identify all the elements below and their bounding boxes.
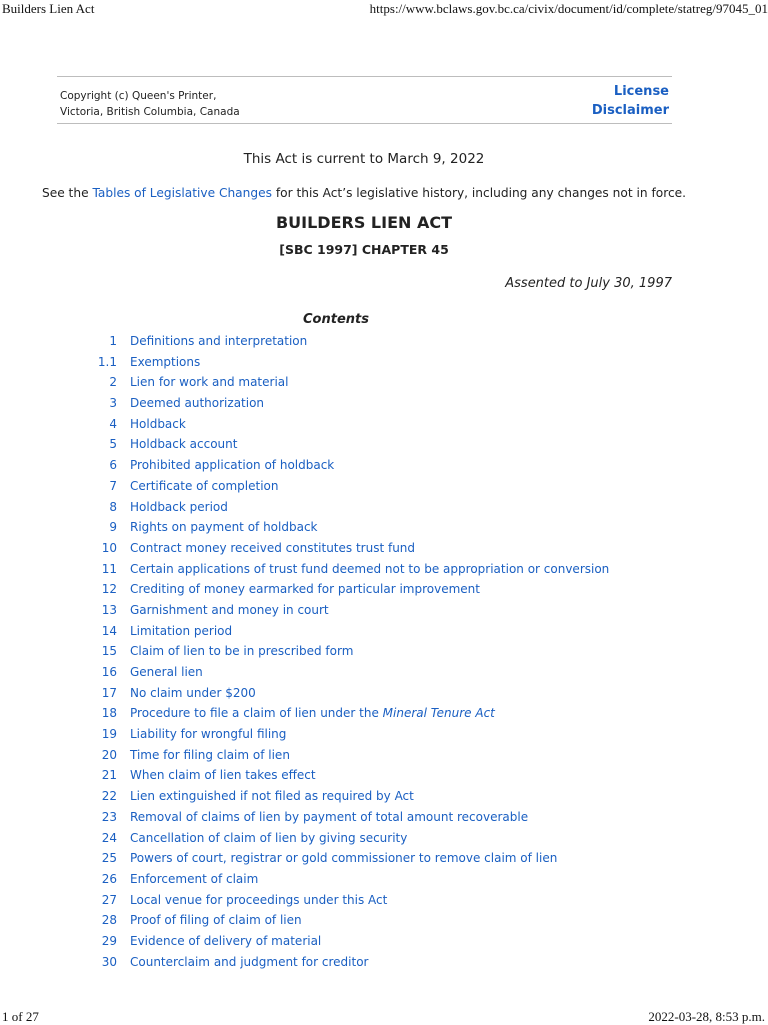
toc-item-title-text: Lien extinguished if not filed as required by Act	[130, 789, 414, 804]
toc-item-title-text: Lien for work and material	[130, 375, 289, 390]
print-header	[0, 0, 768, 20]
toc-item-number: 27	[101, 892, 117, 907]
toc-item-title	[130, 372, 288, 393]
toc-item-number: 3	[109, 396, 117, 411]
toc-item[interactable]	[0, 331, 760, 352]
toc-item[interactable]	[0, 765, 760, 786]
toc-item-title	[130, 662, 203, 683]
toc-item-title	[130, 600, 329, 621]
toc-item-number: 8	[109, 499, 117, 514]
toc-item-number: 6	[109, 458, 117, 473]
toc-item-title-text: Garnishment and money in court	[130, 602, 329, 617]
assent-date: Assented to July 30, 1997	[505, 276, 672, 291]
toc-item-number: 26	[101, 871, 117, 886]
toc-item[interactable]	[0, 559, 760, 580]
toc-item-title	[130, 579, 480, 600]
toc-item-title	[130, 910, 302, 931]
toc-item[interactable]	[0, 683, 760, 704]
toc-item-number: 16	[101, 665, 117, 679]
toc-item-number: 14	[101, 623, 117, 638]
toc-item[interactable]	[0, 662, 760, 683]
toc-item-title	[130, 683, 256, 704]
toc-item-title-text: Procedure to file a claim of lien under the	[130, 706, 383, 721]
toc-item-title	[130, 724, 286, 745]
toc-item[interactable]	[0, 393, 760, 414]
copyright-bar	[57, 76, 672, 124]
toc-item[interactable]	[0, 476, 760, 497]
toc-item-number: 23	[101, 809, 117, 824]
toc-item[interactable]	[0, 641, 760, 662]
toc-item-title-text: Powers of court, registrar or gold commissioner to remove claim of lien	[130, 851, 558, 866]
toc-item[interactable]	[0, 455, 760, 476]
copyright-line-2: Victoria, British Columbia, Canada	[60, 106, 240, 118]
toc-item-title-text: Certificate of completion	[130, 478, 279, 493]
toc-item-title	[130, 352, 200, 373]
toc-item-title	[130, 869, 258, 890]
toc-item-title-text: When claim of lien takes effect	[130, 768, 316, 783]
print-timestamp: 2022-03-28, 8:53 p.m.	[648, 1009, 765, 1024]
toc-item-title	[130, 765, 316, 786]
toc-item-title	[130, 931, 321, 952]
copyright-notice	[60, 88, 240, 120]
toc-item[interactable]	[0, 538, 760, 559]
toc-item-title	[130, 331, 307, 352]
copyright-line-1: Copyright (c) Queen's Printer,	[60, 90, 217, 102]
toc-item-number: 11	[101, 561, 117, 576]
toc-item[interactable]	[0, 434, 760, 455]
toc-item-title-text: No claim under $200	[130, 685, 256, 700]
table-of-contents	[0, 331, 760, 972]
toc-item-number: 1.1	[97, 354, 117, 369]
toc-item-title-text: Contract money received constitutes trust fund	[130, 540, 416, 555]
act-chapter: [SBC 1997] CHAPTER 45	[279, 242, 449, 257]
toc-item-title-text: Local venue for proceedings under this Act	[130, 892, 388, 907]
legislative-history-note	[0, 186, 728, 200]
toc-item-title-text: Removal of claims of lien by payment of total amount recoverable	[130, 809, 529, 824]
currency-statement: This Act is current to March 9, 2022	[243, 151, 485, 167]
toc-item-title-text: General lien	[130, 665, 203, 679]
toc-item-number: 17	[101, 685, 117, 700]
toc-item-title-italic: Mineral Tenure Act	[382, 706, 495, 721]
toc-item-title	[130, 890, 387, 911]
toc-item-number: 20	[101, 747, 117, 762]
toc-item-title	[130, 414, 186, 435]
toc-item-title-text: Definitions and interpretation	[130, 334, 308, 348]
toc-item[interactable]	[0, 600, 760, 621]
print-header-title: Builders Lien Act	[2, 1, 95, 16]
toc-item-title	[130, 641, 353, 662]
toc-item-number: 22	[101, 789, 117, 804]
toc-item-number: 28	[101, 913, 117, 928]
toc-item-title	[130, 497, 228, 518]
toc-item[interactable]	[0, 414, 760, 435]
toc-item-title-text: Certain applications of trust fund deemed not to be appropriation or conversion	[130, 561, 610, 576]
toc-item-title-text: Limitation period	[130, 623, 233, 638]
toc-item[interactable]	[0, 372, 760, 393]
toc-item-title	[130, 848, 557, 869]
print-footer	[0, 1008, 768, 1024]
act-title: BUILDERS LIEN ACT	[275, 213, 453, 232]
toc-item-title-text: Counterclaim and judgment for creditor	[130, 954, 369, 969]
toc-item-number: 15	[101, 644, 117, 659]
toc-item-number: 9	[109, 520, 117, 535]
toc-item-title-text: Claim of lien to be in prescribed form	[130, 644, 354, 659]
toc-item-title	[130, 393, 264, 414]
toc-item[interactable]	[0, 579, 760, 600]
toc-item-number: 5	[109, 437, 117, 452]
toc-item-title	[130, 807, 528, 828]
toc-item[interactable]	[0, 952, 760, 973]
toc-item[interactable]	[0, 910, 760, 931]
toc-item-title	[130, 434, 237, 455]
toc-item-title-text: Cancellation of claim of lien by giving security	[130, 830, 408, 845]
toc-item[interactable]	[0, 828, 760, 849]
toc-item[interactable]	[0, 621, 760, 642]
contents-heading: Contents	[303, 312, 369, 327]
toc-item-title-text: Deemed authorization	[130, 396, 265, 411]
page-number: 1 of 27	[2, 1009, 39, 1024]
toc-item-number: 10	[101, 540, 117, 555]
toc-item-number: 30	[101, 954, 117, 969]
toc-item-title-text: Crediting of money earmarked for particular improvement	[130, 582, 480, 597]
toc-item-number: 24	[101, 830, 117, 845]
toc-item-title	[130, 455, 334, 476]
toc-item-title-text: Enforcement of claim	[130, 871, 259, 886]
tables-of-legislative-changes-link[interactable]: Tables of Legislative Changes	[92, 186, 272, 200]
toc-item-title-text: Proof of filing of claim of lien	[130, 913, 302, 928]
print-header-url: https://www.bclaws.gov.bc.ca/civix/document/id/complete/statreg/97045_01	[369, 1, 768, 16]
disclaimer-link[interactable]: Disclaimer	[591, 103, 669, 118]
toc-item[interactable]	[0, 724, 760, 745]
toc-item-title	[130, 952, 368, 973]
toc-item-number: 13	[101, 602, 117, 617]
toc-item[interactable]	[0, 745, 760, 766]
toc-item-number: 12	[101, 582, 117, 597]
toc-item-title	[130, 559, 609, 580]
toc-item-number: 1	[109, 334, 117, 348]
toc-item-number: 18	[101, 706, 117, 721]
toc-item-title-text: Prohibited application of holdback	[130, 458, 335, 473]
toc-item-number: 29	[101, 933, 117, 948]
toc-item-title	[130, 517, 318, 538]
toc-item[interactable]	[0, 497, 760, 518]
toc-item[interactable]	[0, 807, 760, 828]
toc-item[interactable]	[0, 890, 760, 911]
toc-item-title-text: Exemptions	[130, 354, 201, 369]
toc-item-title-text: Holdback	[130, 416, 186, 431]
toc-item-title-text: Liability for wrongful filing	[130, 727, 287, 742]
history-suffix: for this Act’s legislative history, including any changes not in force.	[271, 186, 687, 200]
toc-item-title-text: Rights on payment of holdback	[130, 520, 318, 535]
toc-item-title-text: Time for filing claim of lien	[130, 747, 290, 762]
copyright-links	[592, 82, 669, 120]
license-link[interactable]: License	[613, 84, 669, 99]
toc-item-number: 19	[101, 727, 117, 742]
toc-item-number: 4	[109, 416, 117, 431]
toc-item[interactable]	[0, 352, 760, 373]
toc-item-number: 25	[101, 851, 117, 866]
toc-item-title	[130, 538, 415, 559]
toc-item-title	[130, 745, 290, 766]
history-prefix: See the	[41, 186, 93, 200]
toc-item-title	[130, 828, 407, 849]
toc-item[interactable]	[0, 786, 760, 807]
toc-item-title-text: Evidence of delivery of material	[130, 933, 322, 948]
toc-item-number: 7	[109, 478, 117, 493]
toc-item-number: 21	[101, 768, 117, 783]
toc-item[interactable]	[0, 517, 760, 538]
toc-item-title	[130, 476, 278, 497]
toc-item[interactable]	[0, 931, 760, 952]
toc-item-number: 2	[109, 375, 117, 390]
toc-item[interactable]	[0, 848, 760, 869]
toc-item-title-text: Holdback period	[130, 499, 228, 514]
toc-item-title	[130, 703, 495, 724]
toc-item-title-text: Holdback account	[130, 437, 238, 452]
toc-item-title	[130, 786, 414, 807]
toc-item[interactable]	[0, 703, 760, 724]
toc-item[interactable]	[0, 869, 760, 890]
toc-item-title	[130, 621, 232, 642]
